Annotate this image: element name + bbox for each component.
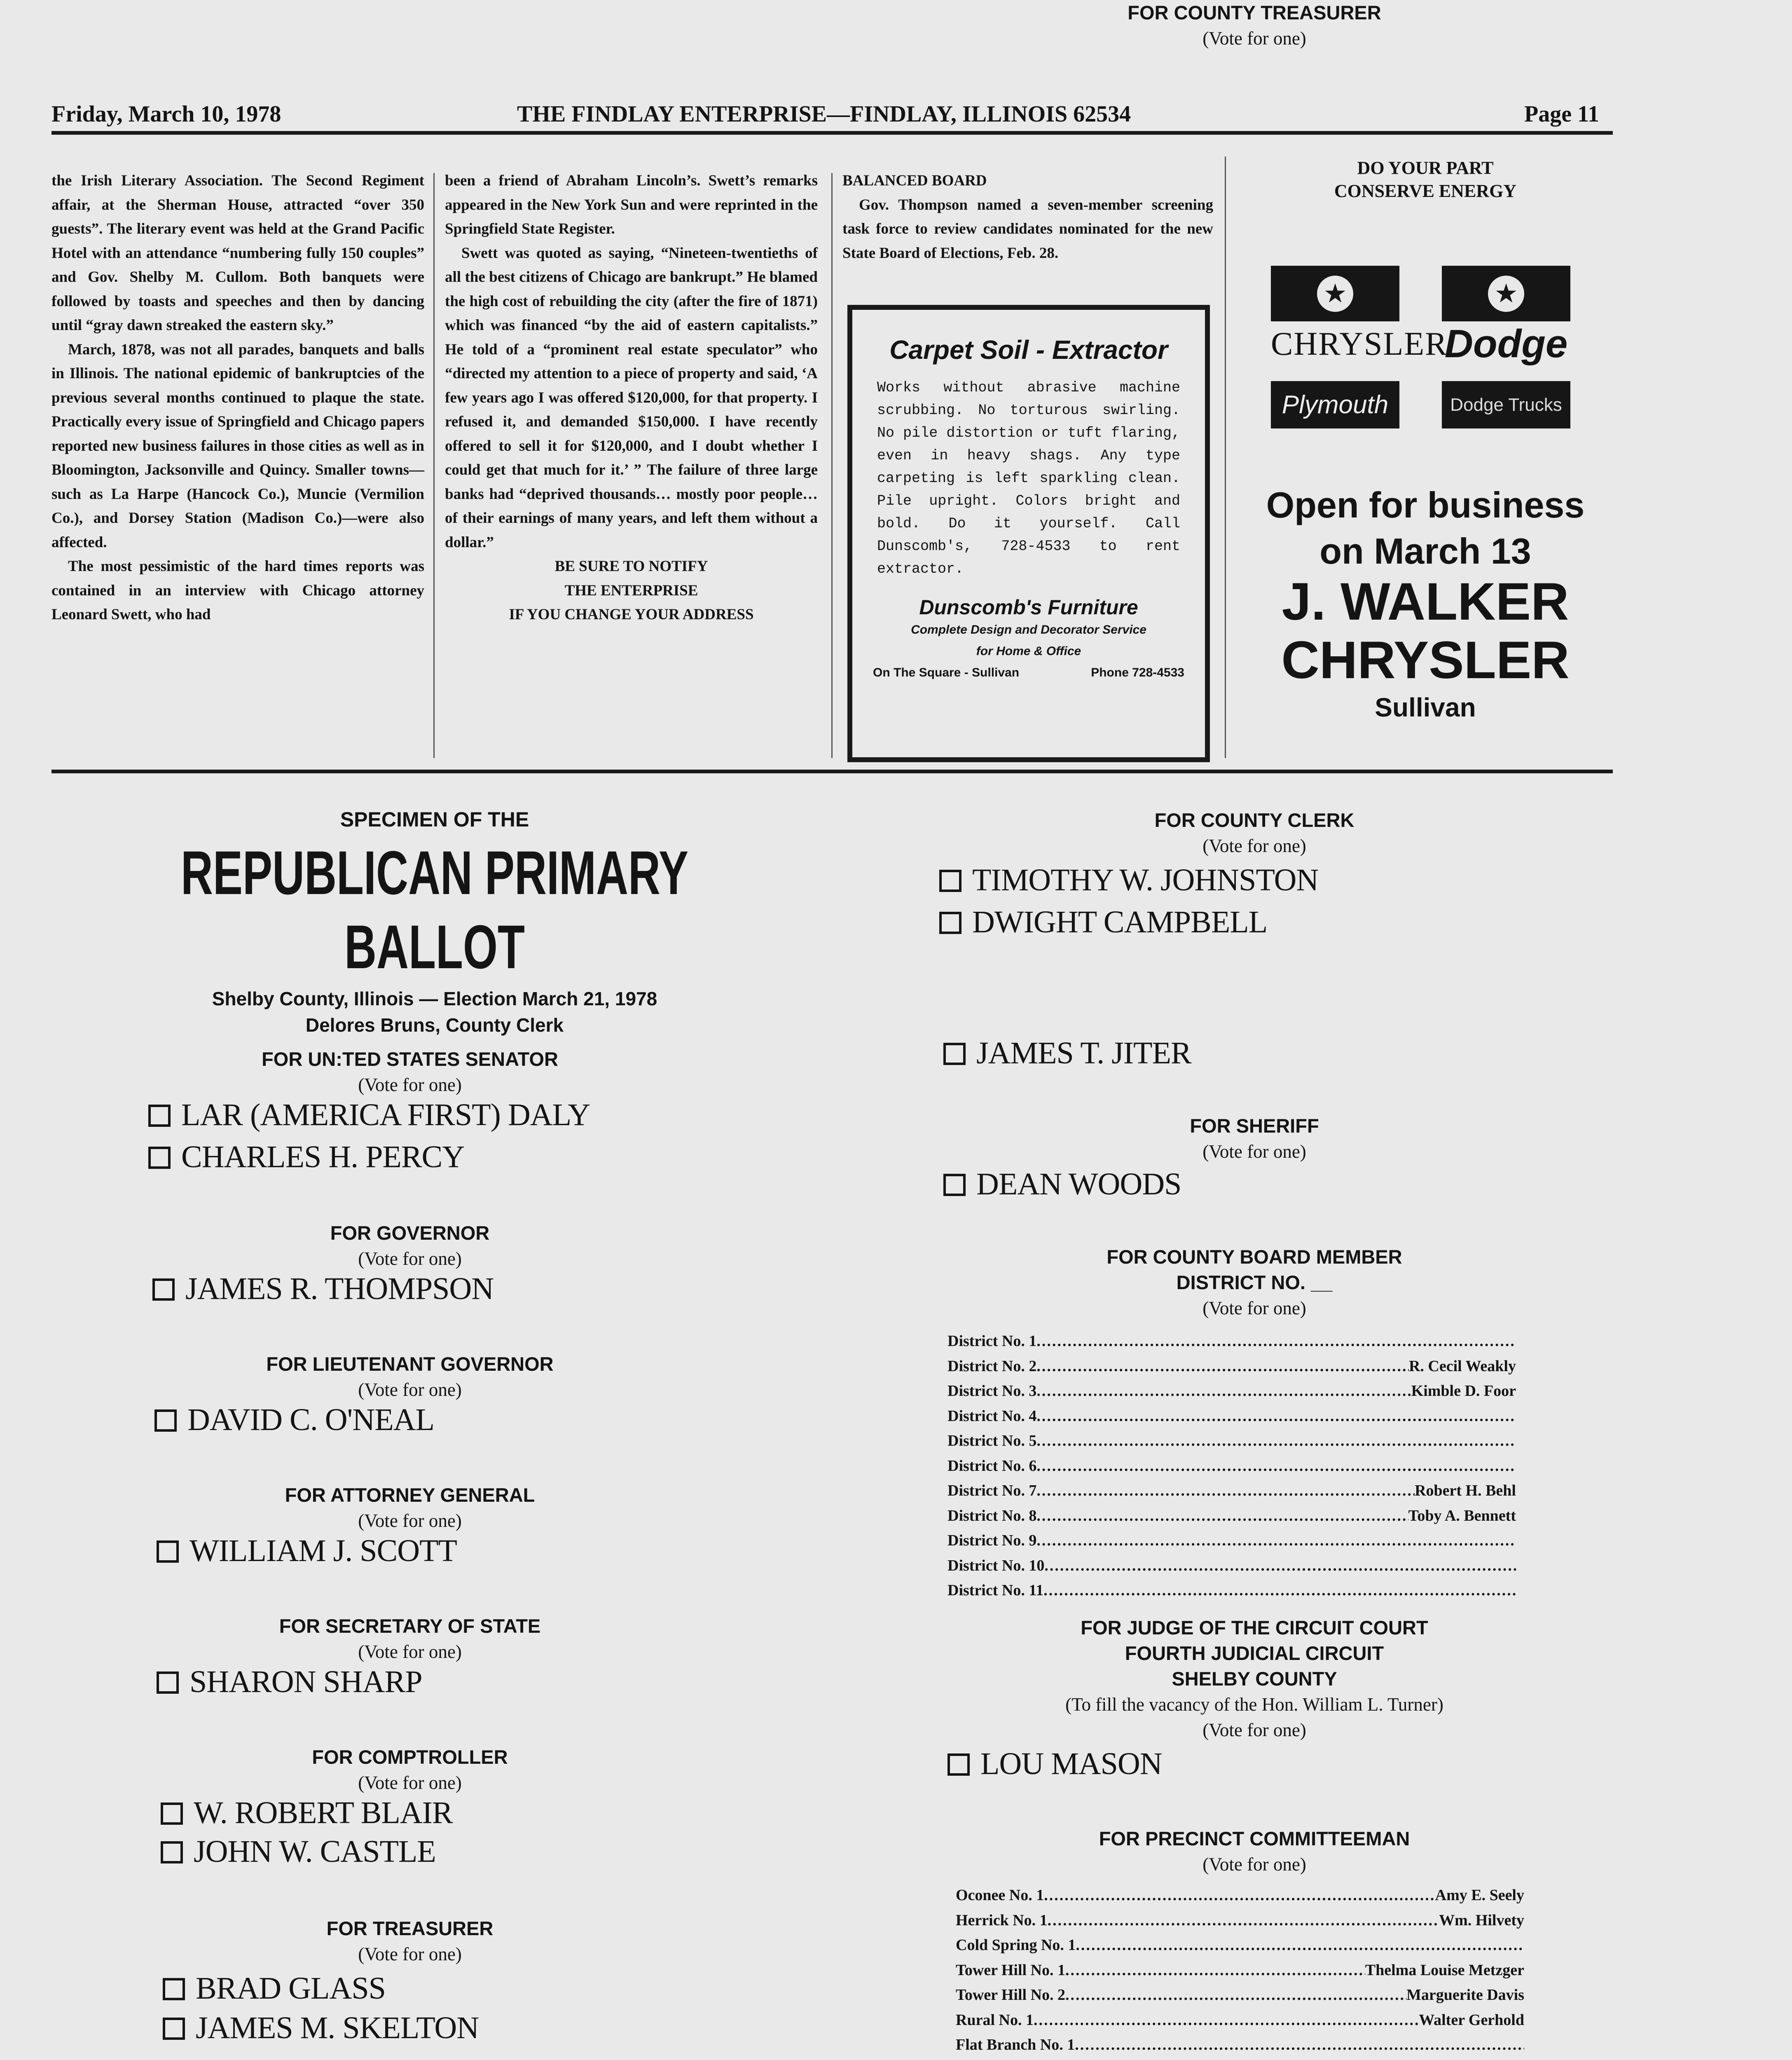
article-column-3 [842, 169, 1213, 265]
list-item [956, 1958, 1524, 1983]
ad-phone: Phone 728-4533 [1091, 666, 1184, 679]
office-title: FOR LIEUTENANT GOVERNOR [266, 1353, 554, 1375]
list-item [947, 1503, 1516, 1529]
office-title: FOR TREASURER [326, 1917, 494, 1939]
district-candidate: Toby A. Bennett [1408, 1507, 1516, 1524]
list-item [947, 1354, 1516, 1379]
checkbox[interactable] [939, 912, 962, 934]
notice-line: IF YOU CHANGE YOUR ADDRESS [509, 606, 754, 623]
office-sheriff [943, 1113, 1565, 1164]
ballot-choice[interactable] [163, 1969, 386, 2007]
office-circuit-judge [943, 1615, 1565, 1743]
list-item [947, 1428, 1516, 1454]
vote-instruction: (Vote for one) [358, 1074, 462, 1095]
ad-tagline: for Home & Office [976, 644, 1081, 658]
precinct-candidate: Wm. Hilvety [1439, 1911, 1524, 1929]
precinct-candidate: Marguerite Davis [1406, 1986, 1524, 2004]
office-governor [101, 1220, 719, 1271]
plymouth-brand: Plymouth [1271, 381, 1399, 428]
ballot-choice[interactable] [939, 903, 1267, 941]
candidate-name: DEAN WOODS [976, 1167, 1181, 1201]
article-paragraph: The most pessimistic of the hard times reports was contained in an interview with Chicago attorney Leonard Swett, who had [51, 558, 424, 623]
ballot-choice[interactable] [148, 1138, 464, 1176]
precinct-name: Tower Hill No. 2 [956, 1986, 1066, 2004]
ballot-choice[interactable] [161, 1833, 436, 1870]
candidate-name: JAMES M. SKELTON [196, 2011, 479, 2045]
district-name: District No. 10 [947, 1557, 1045, 1574]
ballot-choice[interactable] [947, 1745, 1162, 1783]
office-title: DISTRICT NO. __ [1176, 1271, 1333, 1293]
ballot-specimen: SPECIMEN OF THE [340, 808, 529, 831]
district-name: District No. 4 [947, 1407, 1037, 1425]
vote-instruction: (Vote for one) [1202, 1854, 1306, 1875]
ad-title: Carpet Soil - Extractor [889, 335, 1168, 365]
district-candidate: R. Cecil Weakly [1408, 1357, 1516, 1375]
checkbox[interactable] [154, 1409, 177, 1432]
district-name: District No. 7 [947, 1482, 1037, 1499]
article-paragraph: Swett was quoted as saying, “Nineteen-twentieths of all the best citizens of Chicago are bankrupt.” He blamed the high cost of rebuilding the city (after the fire of 1871) which was financed “by the aid of eastern capitalists.” He told of a “prominent real estate speculator” who “directed my attention to a piece of property and said, ‘A few years ago I was offered $120,000, for that property. I refused it, and demanded $150,000. I have recently offered to sell it for $120,000, and I doubt whether I could get that much for it.’ ” The failure of three large banks had “deprived thousands… mostly poor people… of their earnings of many years, and left them without a dollar.” [445, 244, 818, 551]
checkbox[interactable] [161, 1802, 183, 1825]
precinct-candidate: Amy E. Seely [1435, 1887, 1524, 1904]
list-item [947, 1454, 1516, 1479]
precinct-name: Flat Branch No. 1 [956, 2036, 1075, 2053]
checkbox[interactable] [152, 1278, 175, 1301]
list-item [956, 1908, 1524, 1933]
precinct-name: Cold Spring No. 1 [956, 1936, 1076, 1954]
candidate-name: W. ROBERT BLAIR [194, 1795, 453, 1830]
checkbox[interactable] [943, 1174, 966, 1196]
paper-name: THE FINDLAY ENTERPRISE—FINDLAY, ILLINOIS 62534 [517, 101, 1131, 127]
column-divider [831, 173, 833, 758]
office-title: FOURTH JUDICIAL CIRCUIT [1125, 1642, 1384, 1664]
office-attorney-general [101, 1482, 719, 1533]
vote-instruction: (Vote for one) [1202, 28, 1306, 49]
office-county-clerk [943, 808, 1565, 859]
vote-instruction: (Vote for one) [358, 1772, 462, 1793]
list-item [956, 1983, 1524, 2008]
issue-date: Friday, March 10, 1978 [51, 101, 281, 127]
candidate-name: CHARLES H. PERCY [181, 1140, 465, 1174]
slogan-line: DO YOUR PART [1357, 158, 1494, 178]
chrysler-brand: CHRYSLER [1271, 326, 1448, 362]
district-list [947, 1329, 1516, 1603]
district-candidate: Kimble D. Foor [1411, 1382, 1516, 1400]
checkbox[interactable] [943, 1043, 966, 1065]
list-item [956, 2058, 1524, 2060]
ad-tagline: Complete Design and Decorator Service [911, 623, 1146, 637]
candidate-name: LOU MASON [980, 1746, 1162, 1781]
column-divider [433, 173, 435, 758]
open-line: Open for business [1266, 485, 1585, 525]
checkbox[interactable] [148, 1147, 171, 1169]
open-line: on March 13 [1319, 531, 1531, 571]
vote-instruction: (Vote for one) [358, 1248, 462, 1269]
dodge-brand: Dodge [1444, 322, 1568, 366]
candidate-name: JAMES R. THOMPSON [185, 1271, 494, 1306]
ballot-choice[interactable] [943, 1034, 1191, 1072]
precinct-list [956, 1883, 1524, 2060]
district-name: District No. 1 [947, 1332, 1037, 1350]
precinct-name [956, 2058, 1068, 2060]
candidate-name: JAMES T. JITER [976, 1036, 1191, 1070]
district-name: District No. 2 [947, 1357, 1037, 1375]
ballot-choice[interactable] [152, 1270, 494, 1308]
candidate-name: JOHN W. CASTLE [194, 1834, 436, 1869]
vacancy-note: (To fill the vacancy of the Hon. William L. Turner) [1065, 1694, 1443, 1715]
list-item [947, 1329, 1516, 1354]
carpet-extractor-ad [847, 305, 1210, 762]
column-divider [1225, 157, 1226, 758]
vote-instruction: (Vote for one) [1202, 1298, 1306, 1318]
dealer-town: Sullivan [1375, 693, 1476, 722]
checkbox[interactable] [148, 1105, 171, 1127]
district-name: District No. 8 [947, 1507, 1037, 1524]
candidate-name: DAVID C. O'NEAL [187, 1402, 434, 1437]
district-name: District No. 6 [947, 1457, 1037, 1475]
office-title: FOR ATTORNEY GENERAL [285, 1484, 535, 1506]
office-title: FOR UN:TED STATES SENATOR [262, 1048, 558, 1070]
ballot-title: REPUBLICAN PRIMARY BALLOT [180, 838, 689, 981]
vote-instruction: (Vote for one) [358, 1641, 462, 1662]
checkbox[interactable] [157, 1540, 179, 1563]
precinct-name: Tower Hill No. 1 [956, 1961, 1066, 1979]
notice-line: BE SURE TO NOTIFY [554, 558, 708, 575]
ad-address: On The Square - Sullivan [873, 666, 1020, 679]
precinct-name: Rural No. 1 [956, 2011, 1034, 2029]
ballot-choice[interactable] [943, 1165, 1181, 1203]
ballot-heading [51, 808, 818, 1038]
ballot-choice[interactable] [161, 1794, 453, 1832]
vote-instruction: (Vote for one) [358, 1510, 462, 1531]
office-county-treasurer [943, 0, 1565, 51]
ballot-choice[interactable] [154, 1401, 434, 1439]
district-name: District No. 9 [947, 1532, 1037, 1549]
candidate-name: DWIGHT CAMPBELL [972, 905, 1268, 939]
list-item [947, 1578, 1516, 1603]
ballot-choice[interactable] [157, 1663, 422, 1701]
district-candidate: Robert H. Behl [1415, 1482, 1516, 1499]
office-title: FOR JUDGE OF THE CIRCUIT COURT [1081, 1617, 1428, 1639]
precinct-candidate: Thelma Louise Metzger [1365, 1961, 1524, 1979]
ad-store-name: Dunscomb's Furniture [919, 596, 1138, 619]
ballot-subtitle: Shelby County, Illinois — Election March 21, 1978 [212, 988, 657, 1009]
list-item [956, 1883, 1524, 1908]
list-item [947, 1404, 1516, 1429]
list-item [956, 2008, 1524, 2033]
candidate-name: WILLIAM J. SCOTT [189, 1533, 457, 1568]
energy-slogan [1240, 157, 1611, 203]
page-number: Page 11 [1524, 101, 1599, 127]
masthead-rule [51, 131, 1613, 135]
office-treasurer [101, 1916, 719, 1967]
candidate-name: LAR (AMERICA FIRST) DALY [181, 1098, 590, 1132]
office-title: FOR PRECINCT COMMITTEEMAN [1099, 1828, 1410, 1849]
list-item [947, 1553, 1516, 1578]
ballot-choice[interactable] [163, 2009, 479, 2047]
office-title: FOR GOVERNOR [330, 1222, 490, 1244]
precinct-name: Oconee No. 1 [956, 1887, 1044, 1904]
vote-instruction: (Vote for one) [358, 1379, 462, 1400]
office-lieutenant-governor [101, 1351, 719, 1402]
office-title: FOR COUNTY BOARD MEMBER [1107, 1246, 1402, 1268]
list-item [947, 1528, 1516, 1553]
pentastar-logo [1442, 266, 1570, 321]
ballot-clerk: Delores Bruns, County Clerk [305, 1014, 564, 1036]
precinct-name: Herrick No. 1 [956, 1911, 1048, 1929]
pentastar-icon [1488, 276, 1524, 312]
article-paragraph: the Irish Literary Association. The Second Regiment affair, at the Sherman House, attracted “over 350 guests”. The literary event was held at the Grand Pacific Hotel with an attendance “numbering fully 150 couples” and Gov. Shelby M. Cullom. Both banquets were followed by toasts and speeches and then by dancing until “gray dawn streaked the eastern sky.” [51, 172, 424, 334]
district-name: District No. 3 [947, 1382, 1037, 1400]
article-column-2 [445, 169, 818, 627]
article-subhead: BALANCED BOARD [842, 172, 987, 189]
office-title: SHELBY COUNTY [1172, 1668, 1337, 1690]
district-name: District No. 11 [947, 1582, 1044, 1599]
checkbox[interactable] [161, 1841, 183, 1863]
office-title: FOR COMPTROLLER [312, 1746, 508, 1768]
office-secretary-of-state [101, 1613, 719, 1664]
checkbox[interactable] [939, 870, 962, 892]
list-item [947, 1478, 1516, 1503]
dealer-name [1240, 573, 1611, 690]
dealer-line: CHRYSLER [1281, 631, 1570, 690]
candidate-name: BRAD GLASS [196, 1971, 386, 2006]
dealer-line: J. WALKER [1282, 572, 1569, 631]
ad-contact [852, 662, 1205, 684]
article-paragraph: Gov. Thompson named a seven-member screening task force to review candidates nominated for the new State Board of Elections, Feb. 28. [842, 196, 1213, 262]
article-paragraph: been a friend of Abraham Lincoln’s. Swett’s remarks appeared in the New York Sun and were reprinted in the Springfield State Register. [445, 172, 818, 237]
ballot-section-rule [51, 770, 1613, 773]
vote-instruction: (Vote for one) [1202, 1720, 1306, 1740]
list-item [956, 1933, 1524, 1958]
checkbox[interactable] [947, 1753, 970, 1776]
office-title: FOR COUNTY CLERK [1154, 809, 1355, 831]
office-precinct-committeeman [943, 1826, 1565, 1877]
district-name: District No. 5 [947, 1432, 1037, 1449]
ballot-choice[interactable] [157, 1532, 457, 1570]
pentastar-icon [1317, 276, 1353, 312]
vote-instruction: (Vote for one) [358, 1944, 462, 1964]
list-item [947, 1379, 1516, 1404]
slogan-line: CONSERVE ENERGY [1334, 181, 1517, 201]
precinct-candidate: Walter Gerhold [1419, 2011, 1524, 2029]
office-comptroller [101, 1744, 719, 1795]
office-title: FOR COUNTY TREASURER [1128, 2, 1381, 23]
vote-instruction: (Vote for one) [1202, 836, 1306, 856]
article-paragraph: March, 1878, was not all parades, banquets and balls in Illinois. The national epidemic of bankruptcies of the previous several months continued to plaque the state. Practically every issue of Springfield and Chicago papers reported new business failures in those cities as well as in Bloomington, Jacksonville and Quincy. Smaller towns—such as La Harpe (Hancock Co.), Muncie (Vermilion Co.), and Dorsey Station (Madison Co.)—were also affected. [51, 341, 424, 551]
office-title: FOR SHERIFF [1190, 1115, 1319, 1137]
checkbox[interactable] [163, 1978, 185, 2000]
ballot-choice[interactable] [939, 861, 1318, 899]
candidate-name: TIMOTHY W. JOHNSTON [972, 863, 1319, 897]
notice-line: THE ENTERPRISE [564, 582, 698, 599]
candidate-name: SHARON SHARP [189, 1664, 422, 1699]
checkbox[interactable] [157, 1671, 179, 1694]
ballot-choice[interactable] [148, 1096, 590, 1134]
office-county-board-member [943, 1244, 1565, 1321]
article-column-1 [51, 169, 424, 627]
vote-instruction: (Vote for one) [1202, 1141, 1306, 1162]
dealer-announcement [1240, 482, 1611, 574]
office-us-senator [101, 1046, 719, 1098]
pentastar-logo [1271, 266, 1399, 321]
checkbox[interactable] [163, 2018, 185, 2040]
office-title: FOR SECRETARY OF STATE [279, 1615, 541, 1637]
list-item [956, 2032, 1524, 2058]
ad-body: Works without abrasive machine scrubbing. No torturous swirling. No pile distortion or tuft flaring, even in heavy shags. Any type carpeting is left sparkling clean. Pile upright. Colors bright and bold. Do it yourself. Call Dunscomb's, 728-4533 to rent extractor. [877, 379, 1180, 577]
dodge-trucks-brand: Dodge Trucks [1442, 381, 1570, 428]
